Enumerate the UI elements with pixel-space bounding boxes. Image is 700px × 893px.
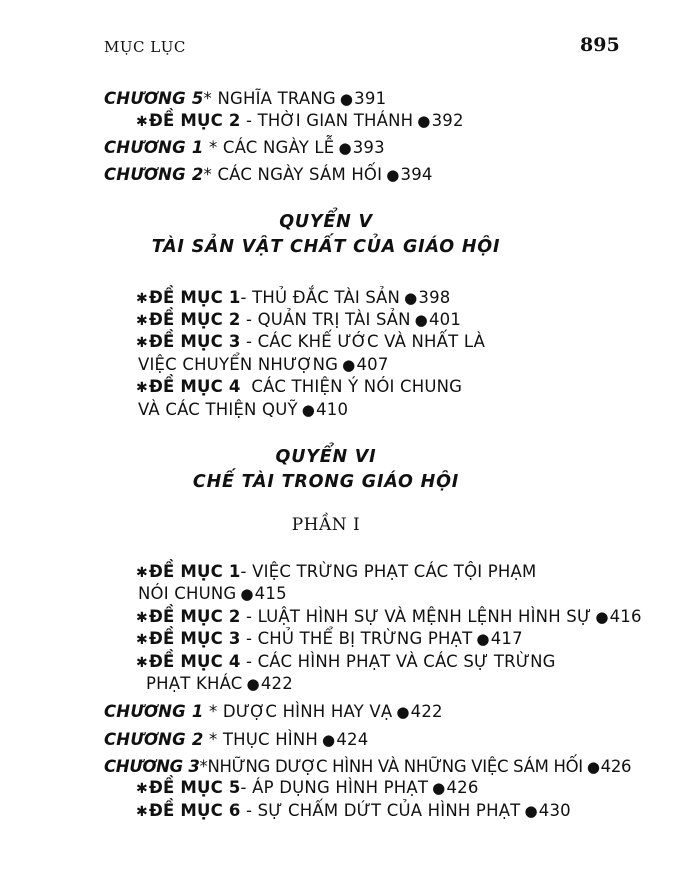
bullet-dot-icon: ●	[301, 401, 316, 419]
book-subtitle: TÀI SẢN VẬT CHẤT CỦA GIÁO HỘI	[151, 237, 501, 257]
entry-page: 422	[410, 702, 443, 721]
entry-title: NHỮNG DƯỢC HÌNH VÀ NHỮNG VIỆC SÁM HỐI	[207, 757, 583, 776]
entry-separator: -	[240, 332, 258, 351]
entry-page: 392	[431, 111, 464, 130]
entry-separator	[241, 377, 252, 396]
section-mark-icon: ✱	[136, 655, 148, 671]
entry-page: 393	[352, 138, 385, 157]
toc-entry	[136, 288, 450, 309]
section-mark-icon: ✱	[136, 313, 148, 329]
entry-title: DƯỢC HÌNH HAY VẠ	[222, 702, 393, 721]
entry-title: THỜI GIAN THÁNH	[257, 111, 414, 130]
toc-entry	[136, 652, 556, 673]
entry-page: 391	[354, 89, 387, 108]
entry-title: CHỦ THỂ BỊ TRỪNG PHẠT	[257, 629, 473, 648]
bullet-dot-icon: ●	[322, 731, 336, 749]
toc-entry-continuation	[138, 400, 348, 420]
toc-entry	[136, 377, 462, 398]
entry-separator: *	[203, 702, 223, 721]
entry-page: 415	[254, 584, 287, 603]
section-label: ĐỀ MỤC 1	[148, 288, 241, 307]
chapter-label: CHƯƠNG 3	[104, 757, 200, 776]
entry-title-cont: VÀ CÁC THIỆN QUỸ	[138, 400, 298, 419]
entry-separator: *	[199, 757, 208, 776]
entry-title: CÁC KHẾ ƯỚC VÀ NHẤT LÀ	[257, 332, 486, 351]
entry-separator: *	[203, 730, 223, 749]
toc-entry	[104, 757, 631, 777]
entry-page: 401	[428, 310, 462, 329]
bullet-dot-icon: ●	[524, 802, 538, 820]
chapter-label: CHƯƠNG 1	[104, 138, 204, 157]
section-mark-icon: ✱	[136, 291, 148, 307]
bullet-dot-icon: ●	[240, 585, 254, 603]
entry-title: CÁC NGÀY LỄ	[222, 138, 335, 157]
section-mark-icon: ✱	[136, 114, 148, 130]
entry-page: 407	[356, 355, 389, 374]
section-mark-icon: ✱	[136, 781, 148, 797]
entry-page: 416	[609, 607, 642, 626]
book-title: QUYỂN VI	[275, 447, 377, 467]
entry-page: 422	[260, 674, 293, 693]
entry-page: 426	[600, 757, 632, 776]
entry-title: THỦ ĐẮC TÀI SẢN	[252, 288, 401, 307]
entry-title: THỤC HÌNH	[222, 730, 319, 749]
bullet-dot-icon: ●	[404, 289, 418, 307]
section-mark-icon: ✱	[136, 380, 148, 396]
entry-title: SỰ CHẤM DỨT CỦA HÌNH PHẠT	[257, 801, 521, 820]
entry-title: LUẬT HÌNH SỰ VÀ MỆNH LỆNH HÌNH SỰ	[257, 607, 592, 626]
entry-separator: *	[203, 138, 223, 157]
book-subtitle: CHẾ TÀI TRONG GIÁO HỘI	[192, 472, 460, 492]
entry-separator: -	[240, 629, 258, 648]
bullet-dot-icon: ●	[339, 90, 354, 108]
section-label: ĐỀ MỤC 6	[148, 801, 241, 820]
chapter-label: CHƯƠNG 1	[104, 702, 204, 721]
entry-title: CÁC THIỆN Ý NÓI CHUNG	[251, 377, 463, 396]
bullet-dot-icon: ●	[338, 139, 352, 157]
toc-entry	[104, 730, 368, 750]
entry-page: 430	[538, 801, 571, 820]
entry-title: CÁC NGÀY SÁM HỐI	[217, 165, 383, 184]
entry-title: ÁP DỤNG HÌNH PHẠT	[252, 778, 429, 797]
toc-entry	[136, 801, 571, 822]
entry-title: CÁC HÌNH PHẠT VÀ CÁC SỰ TRỪNG	[257, 652, 556, 671]
bullet-dot-icon: ●	[586, 758, 600, 776]
chapter-label: CHƯƠNG 5	[104, 89, 204, 108]
entry-separator: -	[240, 111, 258, 130]
bullet-dot-icon: ●	[476, 630, 490, 648]
bullet-dot-icon: ●	[417, 112, 431, 130]
section-label: ĐỀ MỤC 5	[148, 778, 241, 797]
bullet-dot-icon: ●	[342, 356, 356, 374]
section-label: ĐỀ MỤC 4	[148, 652, 241, 671]
toc-entry	[104, 138, 385, 158]
entry-separator: -	[240, 652, 258, 671]
bullet-dot-icon: ●	[386, 166, 400, 184]
section-mark-icon: ✱	[136, 565, 148, 581]
toc-entry	[136, 310, 461, 331]
toc-entry	[104, 702, 443, 722]
chapter-label: CHƯƠNG 2	[104, 730, 204, 749]
entry-separator: -	[240, 310, 258, 329]
section-label: ĐỀ MỤC 2	[148, 607, 241, 626]
bullet-dot-icon: ●	[246, 675, 260, 693]
entry-page: 398	[418, 288, 451, 307]
section-label: ĐỀ MỤC 3	[148, 332, 241, 351]
section-mark-icon: ✱	[136, 804, 148, 820]
toc-entry	[136, 778, 479, 799]
page-number: 895	[580, 34, 620, 56]
entry-title-cont: VIỆC CHUYỂN NHƯỢNG	[138, 355, 339, 374]
entry-separator: *	[203, 165, 218, 184]
entry-page: 410	[316, 400, 349, 419]
entry-title-cont: NÓI CHUNG	[138, 584, 237, 603]
section-label: ĐỀ MỤC 1	[148, 562, 241, 581]
book-title: QUYỂN V	[279, 212, 373, 232]
toc-entry-continuation	[146, 674, 293, 694]
bullet-dot-icon: ●	[396, 703, 410, 721]
toc-entry	[136, 111, 464, 132]
entry-title: QUẢN TRỊ TÀI SẢN	[257, 310, 411, 329]
entry-separator: *	[203, 89, 218, 108]
toc-entry	[104, 165, 433, 185]
section-mark-icon: ✱	[136, 335, 148, 351]
entry-title-cont: PHẠT KHÁC	[146, 674, 243, 693]
toc-entry	[136, 607, 642, 628]
entry-separator: -	[240, 778, 253, 797]
entry-separator: -	[240, 562, 253, 581]
bullet-dot-icon: ●	[595, 608, 609, 626]
toc-entry	[136, 629, 523, 650]
chapter-label: CHƯƠNG 2	[104, 165, 204, 184]
toc-entry	[104, 89, 386, 109]
toc-entry	[136, 332, 485, 353]
entry-page: 424	[336, 730, 369, 749]
entry-page: 426	[446, 778, 479, 797]
toc-entry	[136, 562, 536, 583]
entry-separator: -	[240, 288, 253, 307]
bullet-dot-icon: ●	[432, 779, 446, 797]
bullet-dot-icon: ●	[414, 311, 428, 329]
section-mark-icon: ✱	[136, 632, 148, 648]
entry-separator: -	[240, 607, 258, 626]
toc-entry-continuation	[138, 584, 287, 604]
section-mark-icon: ✱	[136, 610, 148, 626]
entry-page: 394	[400, 165, 433, 184]
entry-separator: -	[240, 801, 258, 820]
entry-title: VIỆC TRỪNG PHẠT CÁC TỘI PHẠM	[252, 562, 537, 581]
section-label: ĐỀ MỤC 4	[148, 377, 241, 396]
section-label: ĐỀ MỤC 2	[148, 310, 241, 329]
entry-title: NGHĨA TRANG	[217, 89, 336, 108]
part-title: PHẦN I	[291, 515, 361, 535]
section-label: ĐỀ MỤC 3	[148, 629, 241, 648]
toc-entry-continuation	[138, 355, 389, 375]
section-label: ĐỀ MỤC 2	[148, 111, 241, 130]
entry-page: 417	[490, 629, 523, 648]
running-title: MỤC LỤC	[104, 38, 186, 56]
